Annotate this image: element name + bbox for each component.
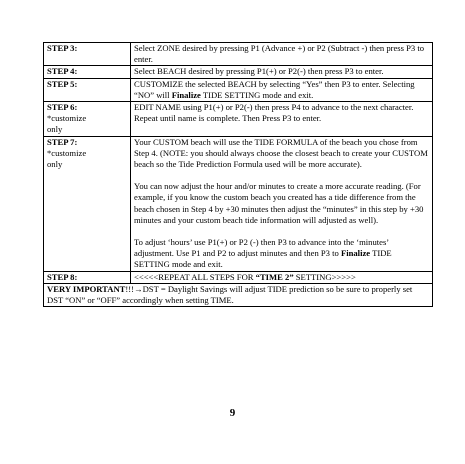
step-label-cell xyxy=(44,43,131,66)
step-label: STEP 4: xyxy=(47,66,78,77)
important-text: !!!→DST = Daylight Savings will adjust TIDE prediction so be sure to properly set DST “ON” or “OFF” accordingly when setting TIME. xyxy=(47,283,413,306)
step-description xyxy=(134,79,429,101)
step-text: TIDE SETTING mode and exit. xyxy=(134,248,392,270)
table-row-important xyxy=(44,283,433,306)
table-row-step-7 xyxy=(44,136,433,271)
finalize-keyword: Finalize xyxy=(171,89,201,100)
step-label: STEP 8: xyxy=(47,271,78,282)
step-label-cell xyxy=(44,78,131,101)
table-row-step-8 xyxy=(44,271,433,283)
step-sublabel: only xyxy=(47,124,63,135)
step-label: STEP 6: xyxy=(47,102,78,113)
step-text: CUSTOMIZE the selected BEACH by selecting “Yes” then P3 to enter. Selecting “NO” will xyxy=(134,78,415,100)
step-description: Select ZONE desired by pressing P1 (Advance +) or P2 (Subtract -) then press P3 to enter. xyxy=(134,43,425,65)
table-row-step-4 xyxy=(44,66,433,78)
time-2-keyword: “TIME 2” xyxy=(255,271,294,282)
step-description-cell xyxy=(131,78,433,101)
step-sublabel: only xyxy=(47,159,63,170)
step-description xyxy=(134,237,429,271)
step-description-cell xyxy=(131,102,433,137)
important-note-cell xyxy=(44,283,433,306)
step-text: <<<<<REPEAT ALL STEPS FOR xyxy=(134,271,256,282)
step-text: To adjust ‘hours’ use P1(+) or P2 (-) then P3 to advance into the ‘minutes’ adjustment. Use P1 and P2 to adjust minutes and then P3 to xyxy=(134,237,389,259)
step-sublabel: *customize xyxy=(47,147,87,158)
step-sublabel: *customize xyxy=(47,113,87,124)
table-row-step-5 xyxy=(44,78,433,101)
step-description-cell xyxy=(131,66,433,78)
steps-table xyxy=(43,42,433,307)
step-description: Select BEACH desired by pressing P1(+) or P2(-) then press P3 to enter. xyxy=(134,66,384,77)
important-heading: VERY IMPORTANT xyxy=(47,283,126,294)
step-label-cell xyxy=(44,136,131,271)
step-description: Your CUSTOM beach will use the TIDE FORMULA of the beach you chose from Step 4. (NOTE: you should always choose the closest beach to create your CUSTOM beach so the Tide Prediction Formula used will be more accurate). xyxy=(134,136,428,170)
table-row-step-3 xyxy=(44,43,433,66)
step-description: EDIT NAME using P1(+) or P2(-) then press P4 to advance to the next character. Repeat until name is complete. Then Press P3 to enter. xyxy=(134,102,414,124)
step-text: TIDE SETTING mode and exit. xyxy=(200,89,314,100)
step-description-cell xyxy=(131,136,433,271)
step-label: STEP 7: xyxy=(47,136,78,147)
table-row-step-6 xyxy=(44,102,433,137)
step-label: STEP 3: xyxy=(47,43,78,53)
step-label-cell xyxy=(44,271,131,283)
page-number: 9 xyxy=(229,407,236,419)
step-description-cell xyxy=(131,271,433,283)
step-label-cell xyxy=(44,66,131,78)
step-description xyxy=(134,272,429,283)
step-description: You can now adjust the hour and/or minutes to create a more accurate reading. (For example, if you know the custom beach you created has a tide difference from the beach chosen in Step 4 by +30 minutes then adjust the “minutes” in this step by +30 minutes and your custom beach tide information will adjusted as well). xyxy=(134,181,424,225)
step-label-cell xyxy=(44,102,131,137)
step-label: STEP 5: xyxy=(47,78,78,89)
step-text: SETTING>>>>> xyxy=(293,271,356,282)
finalize-keyword: Finalize xyxy=(340,248,371,259)
step-description-cell xyxy=(131,43,433,66)
